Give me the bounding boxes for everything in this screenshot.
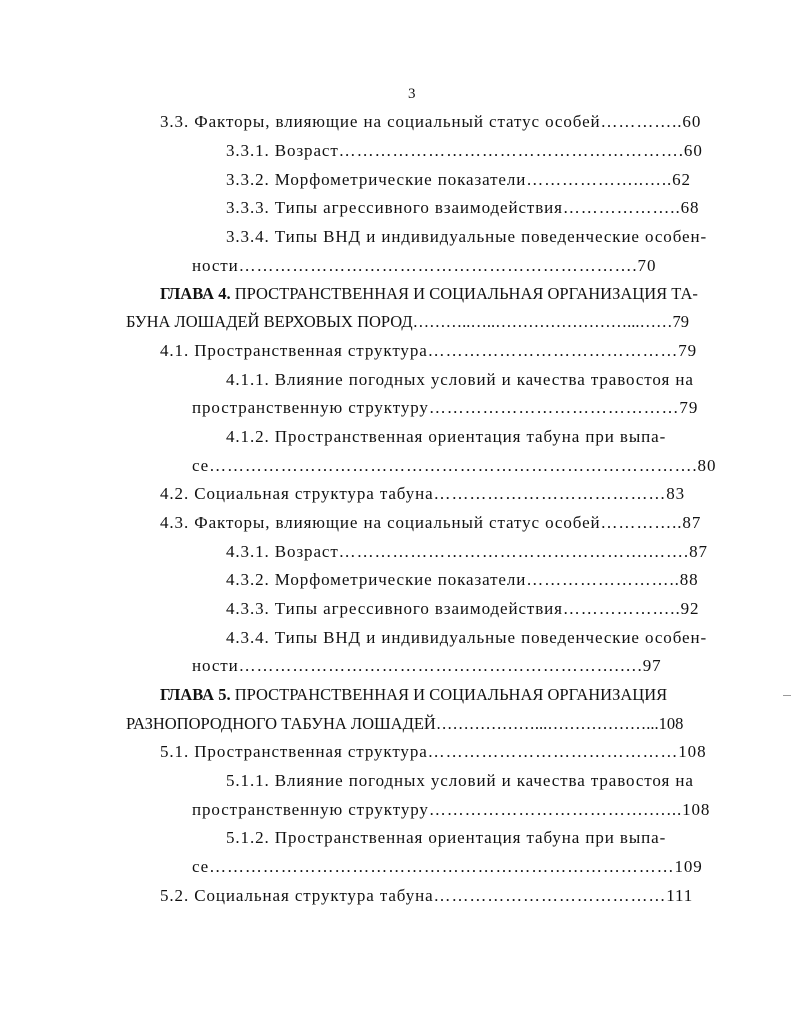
chapter-5-heading [160,685,667,705]
toc-entry-4-1-1-cont: пространственную структуру……………………………………79 [192,398,699,417]
chapter-5-label: ГЛАВА 5. [160,685,231,704]
toc-entry-5-1-1-cont: пространственную структуру……………………………….…...108 [192,800,711,819]
toc-entry-3-3-2: 3.3.2. Морфометрические показатели………………..…..62 [226,170,691,189]
toc-entry-4-3-2: 4.3.2. Морфометрические показатели……………………..88 [226,570,699,589]
toc-entry-4-3-4-cont: ности……………………………………………………….….97 [192,656,662,675]
toc-entry-4-3-1: 4.3.1. Возраст…………………………………………….…….87 [226,542,708,561]
toc-entry-5-2: 5.2. Социальная структура табуна…………………………………111 [160,886,694,905]
chapter-4-title-cont: БУНА ЛОШАДЕЙ ВЕРХОВЫХ ПОРОД………..…..……………………...……79 [126,312,690,331]
chapter-5-title-cont: РАЗНОПОРОДНОГО ТАБУНА ЛОШАДЕЙ………………...………………...108 [126,714,684,733]
toc-entry-4-3: 4.3. Факторы, влияющие на социальный статус особей…………..87 [160,513,702,532]
toc-entry-4-3-3: 4.3.3. Типы агрессивного взаимодействия………………..92 [226,599,700,618]
toc-entry-5-1-1: 5.1.1. Влияние погодных условий и качества травостоя на [226,771,694,790]
toc-entry-4-1-2: 4.1.2. Пространственная ориентация табуна при выпа- [226,427,667,446]
chapter-5-title: ПРОСТРАНСТВЕННАЯ И СОЦИАЛЬНАЯ ОРГАНИЗАЦИЯ [234,685,668,704]
toc-entry-4-3-4: 4.3.4. Типы ВНД и индивидуальные поведенческие особен- [226,628,708,647]
toc-entry-4-1-2-cont: се……………………………………………………………………….80 [192,456,717,475]
toc-entry-4-2: 4.2. Социальная структура табуна…………………………………83 [160,484,686,503]
chapter-4-label: ГЛАВА 4. [160,284,231,303]
toc-entry-3-3-1: 3.3.1. Возраст………………………………………………….60 [226,141,703,160]
toc-entry-3-3-4: 3.3.4. Типы ВНД и индивидуальные поведенческие особен- [226,227,708,246]
toc-entry-3-3-4-cont: ности………………………………………………………….70 [192,256,657,275]
toc-entry-5-1-2-cont: се……………………………………………………………………109 [192,857,703,876]
toc-entry-3-3: 3.3. Факторы, влияющие на социальный статус особей…………..60 [160,112,702,131]
toc-entry-4-1: 4.1. Пространственная структура……………………………………79 [160,341,698,360]
toc-entry-3-3-3: 3.3.3. Типы агрессивного взаимодействия………………..68 [226,198,700,217]
chapter-4-heading [160,284,698,304]
scan-mark [783,695,791,696]
toc-entry-5-1: 5.1. Пространственная структура……………………………………108 [160,742,707,761]
page-number: 3 [408,86,416,102]
toc-entry-4-1-1: 4.1.1. Влияние погодных условий и качества травостоя на [226,370,694,389]
toc-entry-5-1-2: 5.1.2. Пространственная ориентация табуна при выпа- [226,828,667,847]
chapter-4-title: ПРОСТРАНСТВЕННАЯ И СОЦИАЛЬНАЯ ОРГАНИЗАЦИЯ ТА- [234,284,698,303]
